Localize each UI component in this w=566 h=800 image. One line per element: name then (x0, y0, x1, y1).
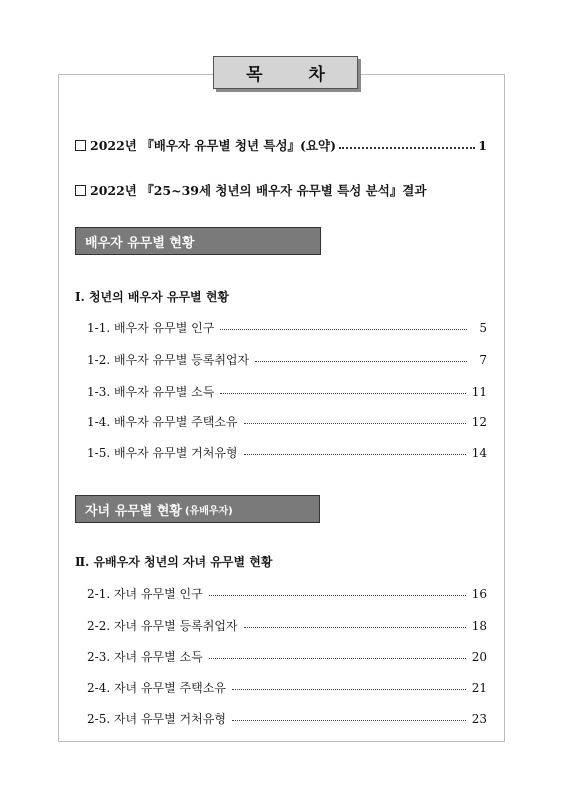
toc-item-label: 1-2. 배우자 유무별 등록취업자 (87, 353, 250, 367)
toc-item-label: 2-4. 자녀 유무별 주택소유 (87, 681, 226, 695)
summary-item-text: 2022년 『배우자 유무별 청년 특성』(요약) (90, 138, 337, 153)
toc-item-page: 11 (471, 384, 487, 399)
toc-item-page: 21 (471, 680, 487, 695)
toc-item-page: 20 (471, 649, 487, 664)
toc-item[interactable] (87, 679, 487, 696)
dot-leader (220, 329, 467, 330)
toc-item-label: 2-1. 자녀 유무별 인구 (87, 587, 203, 601)
dot-leader (209, 658, 466, 659)
summary-item-1[interactable] (75, 136, 487, 154)
summary-item-text: 2022년 『25~39세 청년의 배우자 유무별 특성 분석』결과 (90, 183, 427, 198)
toc-item[interactable] (87, 413, 487, 430)
dot-leader (220, 393, 465, 394)
toc-item-label: 2-2. 자녀 유무별 등록취업자 (87, 619, 238, 633)
toc-item-page: 23 (471, 711, 487, 726)
section-bar-label: 자녀 유무별 현황 (85, 503, 182, 519)
dot-leader (244, 423, 466, 424)
dot-leader (232, 720, 466, 721)
summary-item-2[interactable] (75, 181, 426, 199)
toc-item[interactable] (87, 617, 487, 634)
toc-item-page: 7 (479, 352, 487, 367)
dot-leader (339, 147, 475, 149)
dot-leader (209, 595, 466, 596)
section-bar-children (75, 495, 320, 523)
dot-leader (244, 454, 466, 455)
summary-item-page: 1 (478, 137, 487, 153)
section-bar-label: 배우자 유무별 현황 (85, 235, 195, 251)
dot-leader (244, 627, 466, 628)
checkbox-icon (75, 140, 86, 151)
toc-item-page: 16 (471, 586, 487, 601)
toc-frame (58, 74, 505, 742)
toc-item-page: 12 (471, 414, 487, 429)
toc-item-label: 1-5. 배우자 유무별 거처유형 (87, 446, 238, 460)
toc-item-label: 1-1. 배우자 유무별 인구 (87, 321, 215, 335)
page-title: 목 차 (213, 56, 358, 89)
chapter-heading-1: Ⅰ. 청년의 배우자 유무별 현황 (75, 290, 230, 304)
toc-item[interactable] (87, 351, 487, 368)
toc-item-label: 2-5. 자녀 유무별 거처유형 (87, 712, 226, 726)
toc-item-label: 2-3. 자녀 유무별 소득 (87, 650, 203, 664)
toc-item[interactable] (87, 319, 487, 336)
section-bar-sublabel: (유배우자) (184, 505, 233, 517)
chapter-heading-2: Ⅱ. 유배우자 청년의 자녀 유무별 현황 (75, 555, 273, 569)
toc-item-page: 14 (471, 445, 487, 460)
toc-item[interactable] (87, 383, 487, 400)
toc-item-page: 18 (471, 618, 487, 633)
toc-item[interactable] (87, 585, 487, 602)
section-bar-spouse (75, 227, 321, 255)
toc-item-page: 5 (479, 320, 487, 335)
toc-item-label: 1-4. 배우자 유무별 주택소유 (87, 415, 238, 429)
checkbox-icon (75, 185, 86, 196)
toc-item[interactable] (87, 648, 487, 665)
toc-item[interactable] (87, 444, 487, 461)
dot-leader (232, 689, 466, 690)
toc-item-label: 1-3. 배우자 유무별 소득 (87, 385, 215, 399)
dot-leader (255, 361, 467, 362)
toc-item[interactable] (87, 710, 487, 727)
